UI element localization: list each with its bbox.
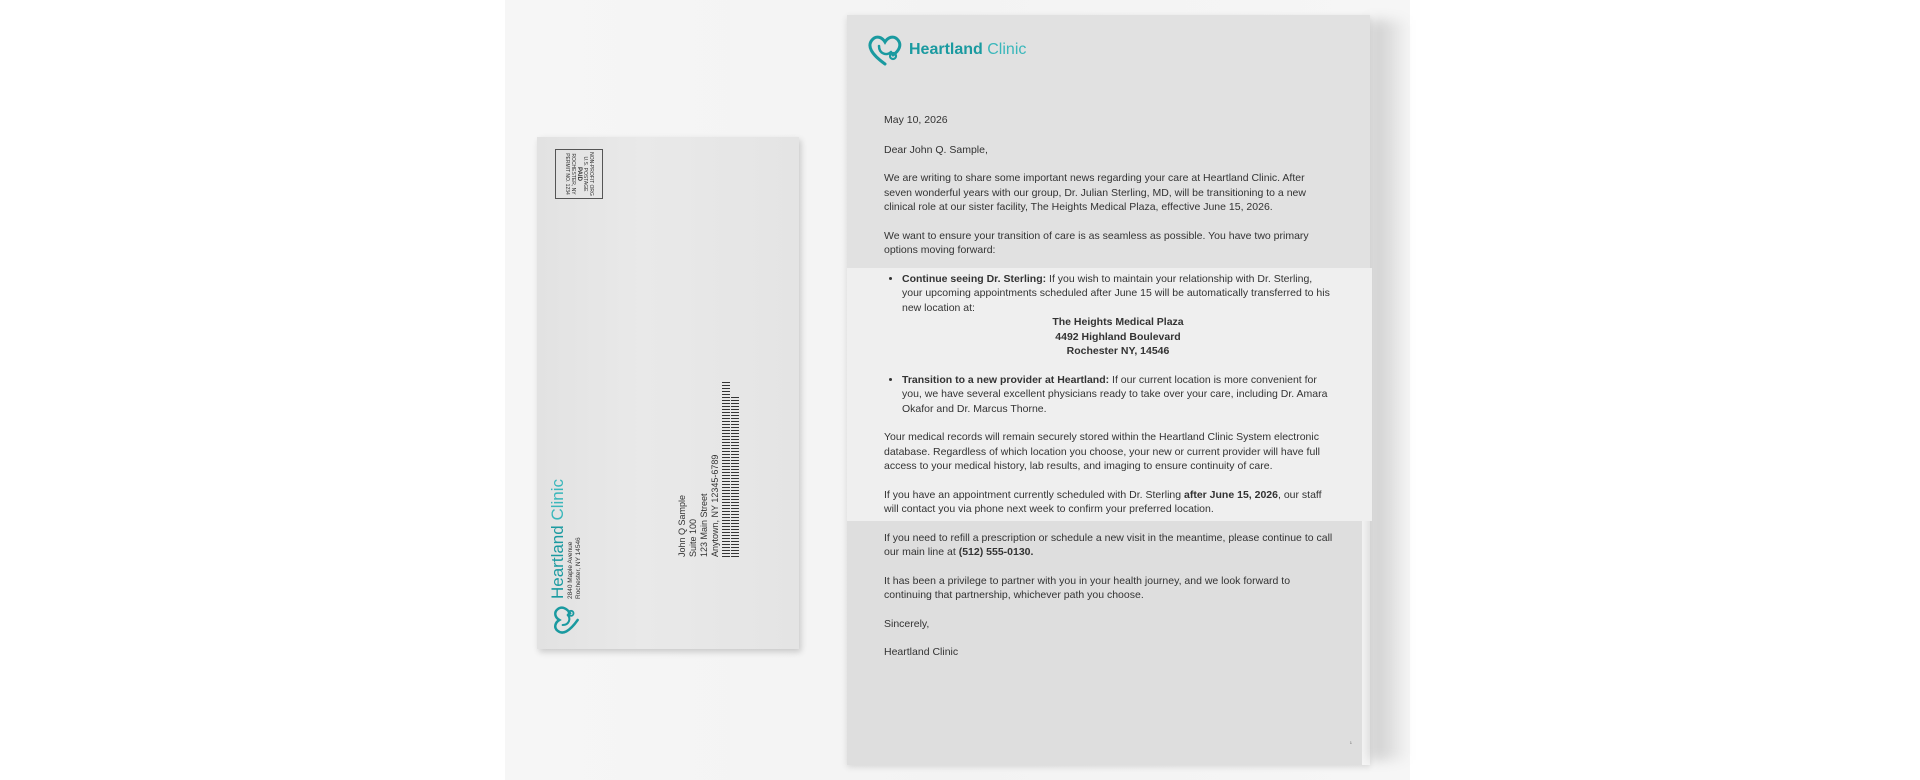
paragraph-intro: We are writing to share some important news regarding your care at Heartland Clinic. After seven wonderful years with our group, Dr. Julian Sterling, MD, will be transitioning to a new clinical role at our sister facility, The Heights Medical Plaza, effective June 15, 2026.	[884, 172, 1306, 213]
option-transition	[902, 373, 1334, 417]
option-text: If our current location is more convenient for you, we have several excellent physicians ready to take over your care, including Dr. Amara Okafor and Dr. Marcus Thorne.	[902, 373, 1328, 415]
envelope	[537, 137, 799, 649]
closing: Sincerely,	[884, 617, 930, 630]
recipient-line: John Q Sample	[677, 494, 687, 557]
indicia-line: PERMIT NO. 1234	[564, 153, 570, 195]
paragraph-options: We want to ensure your transition of care is as seamless as possible. You have two primary options moving forward:	[884, 229, 1309, 256]
postal-barcode	[731, 397, 739, 557]
letter-date: May 10, 2026	[884, 114, 948, 126]
recipient-address	[677, 357, 739, 557]
letter-shadow	[1370, 20, 1410, 760]
refill-text: If you need to refill a prescription or schedule a new visit in the meantime, please continue to call our main line at	[884, 531, 1333, 558]
paragraph-refill	[884, 531, 1334, 560]
letter	[847, 15, 1370, 765]
appointment-text: If you have an appointment currently scheduled with Dr. Sterling	[884, 488, 1184, 501]
return-address-block	[549, 447, 583, 637]
letterhead-logo	[865, 30, 1026, 70]
main-phone: (512) 555-0130.	[958, 546, 1034, 558]
return-address-line: Rochester, NY 14546	[575, 537, 582, 599]
envelope-brand	[549, 479, 567, 599]
heart-stethoscope-icon	[551, 603, 581, 637]
options-list	[884, 272, 1334, 417]
brand-name-bold: Heartland	[909, 41, 983, 58]
brand-name-thin: Clinic	[987, 41, 1027, 58]
option-text: If you wish to maintain your relationship with Dr. Sterling, your upcoming appointments scheduled after June 15 will be automatically transferred to his new location at:	[902, 272, 1330, 314]
recipient-line: Suite 100	[688, 518, 698, 557]
postal-barcode	[722, 382, 730, 557]
salutation: Dear John Q. Sample,	[884, 143, 988, 156]
paragraph-closing: It has been a privilege to partner with you in your health journey, and we look forward to continuing that partnership, whichever path you choose.	[884, 574, 1291, 601]
paragraph-appointment	[884, 488, 1334, 517]
brand-name-bold: Heartland	[548, 525, 567, 599]
heart-stethoscope-icon	[865, 30, 905, 70]
return-address-line: 2840 Maple Avenue	[567, 541, 574, 599]
option-title: Continue seeing Dr. Sterling:	[902, 272, 1047, 285]
location-line: 4492 Highland Boulevard	[1055, 330, 1181, 343]
option-title: Transition to a new provider at Heartland:	[902, 373, 1110, 386]
indicia-paid: PAID	[576, 167, 582, 181]
appointment-text: , our staff will contact you via phone next week to confirm your preferred location.	[884, 488, 1322, 515]
indicia-line: ROCHESTER, NY	[570, 153, 576, 195]
postage-indicia	[555, 149, 603, 199]
location-line: The Heights Medical Plaza	[1052, 316, 1184, 328]
recipient-line: Anytown, NY 12345-6789	[710, 454, 720, 557]
brand-name-thin: Clinic	[548, 478, 567, 521]
recipient-line: 123 Main Street	[699, 493, 709, 557]
page-mark: 1	[1349, 740, 1352, 745]
location-line: Rochester NY, 14546	[1066, 345, 1170, 357]
appointment-date: after June 15, 2026	[1184, 488, 1278, 501]
letter-body	[884, 113, 1334, 674]
indicia-line: U.S. POSTAGE	[582, 156, 588, 192]
indicia-line: NON-PROFIT ORG	[588, 152, 594, 196]
letterhead-brand	[909, 41, 1026, 59]
option-continue	[902, 272, 1334, 359]
signature: Heartland Clinic	[884, 646, 959, 658]
paragraph-records: Your medical records will remain securely stored within the Heartland Clinic System electronic database. Regardless of which location you choose, your new or current provider will have full access to your medical history, lab results, and imaging to ensure continuity of care.	[884, 431, 1320, 472]
